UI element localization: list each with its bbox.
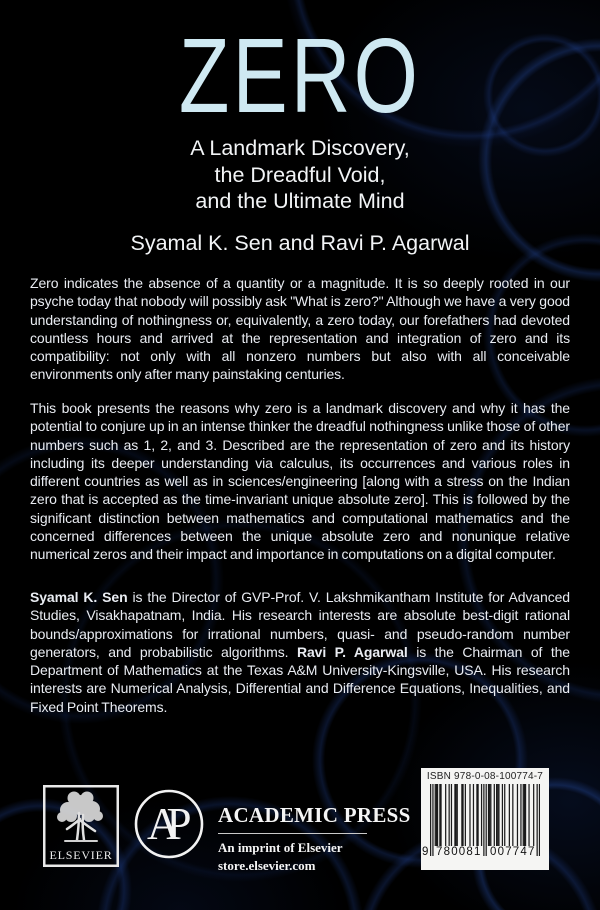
barcode-digits-group1: 780081	[436, 846, 482, 858]
elsevier-wordmark: ELSEVIER	[49, 848, 113, 862]
book-title: ZERO	[178, 17, 422, 135]
subtitle-line-2: the Dreadful Void,	[214, 162, 386, 187]
imprint-tagline: An imprint of Elsevier	[218, 840, 343, 855]
barcode-digits-group2: 007747	[490, 846, 536, 858]
barcode-digit-lead: 9	[422, 846, 429, 858]
authors-line: Syamal K. Sen and Ravi P. Agarwal	[130, 231, 470, 255]
imprint-url: store.elsevier.com	[218, 858, 316, 873]
academic-press-monogram-icon	[133, 788, 205, 860]
isbn-barcode	[421, 768, 549, 870]
academic-press-imprint	[218, 803, 411, 874]
author-bio-paragraph: Syamal K. Sen is the Director of GVP-Prof. V. Lakshmikantham Institute for Advanced Studies, Visakhapatnam, India. His research interests are absolute best-digit rational bounds/approximations for irrational numbers, quasi- and pseudo-random number generators, and probabilistic algorithms. Ravi P. Agarwal is the Chairman of the Department of Mathematics at the Texas A&M University-Kingsville, USA. His research interests are Numerical Analysis, Differential and Difference Equations, Inequalities, and Fixed Point Theorems.	[30, 589, 570, 715]
imprint-name: ACADEMIC PRESS	[218, 803, 411, 827]
isbn-label: ISBN 978-0-08-100774-7	[426, 771, 544, 782]
subtitle-line-1: A Landmark Discovery,	[190, 136, 410, 160]
blurb-paragraph-2: This book presents the reasons why zero is a landmark discovery and why it has the potential to conjure up in an intense thinker the dreadful nothingness unlike those of other numbers such as 1, 2, and 3. Described are the representation of zero and its history including its deeper understanding via calculus, its occurrences and various roles in different countries as well as in sciences/engineering [along with a stress on the Indian zero that is accepted as the time-invariant unique absolute zero]. This is followed by the significant distinction between mathematics and computational mathematics and the concerned differences between the unique absolute zero and nonunique relative numerical zeros and their impact and importance in computations on a digital computer.	[30, 400, 570, 563]
imprint-divider	[218, 833, 367, 834]
book-subtitle	[0, 135, 600, 215]
blurb-paragraph-1: Zero indicates the absence of a quantity or a magnitude. It is so deeply rooted in our psyche today that nobody will possibly ask "What is zero?" Although we have a very good understanding of nothingness or, equivalently, a zero today, our forefathers had devoted countless hours and arrived at the representation and integration of zero and its compatibility: not only with all nonzero numbers but also with all conceivable environments only after many painstaking centuries.	[30, 275, 570, 383]
elsevier-logo	[43, 785, 119, 867]
subtitle-line-3: and the Ultimate Mind	[195, 189, 405, 213]
ap-monogram-letters: AP	[147, 799, 179, 849]
